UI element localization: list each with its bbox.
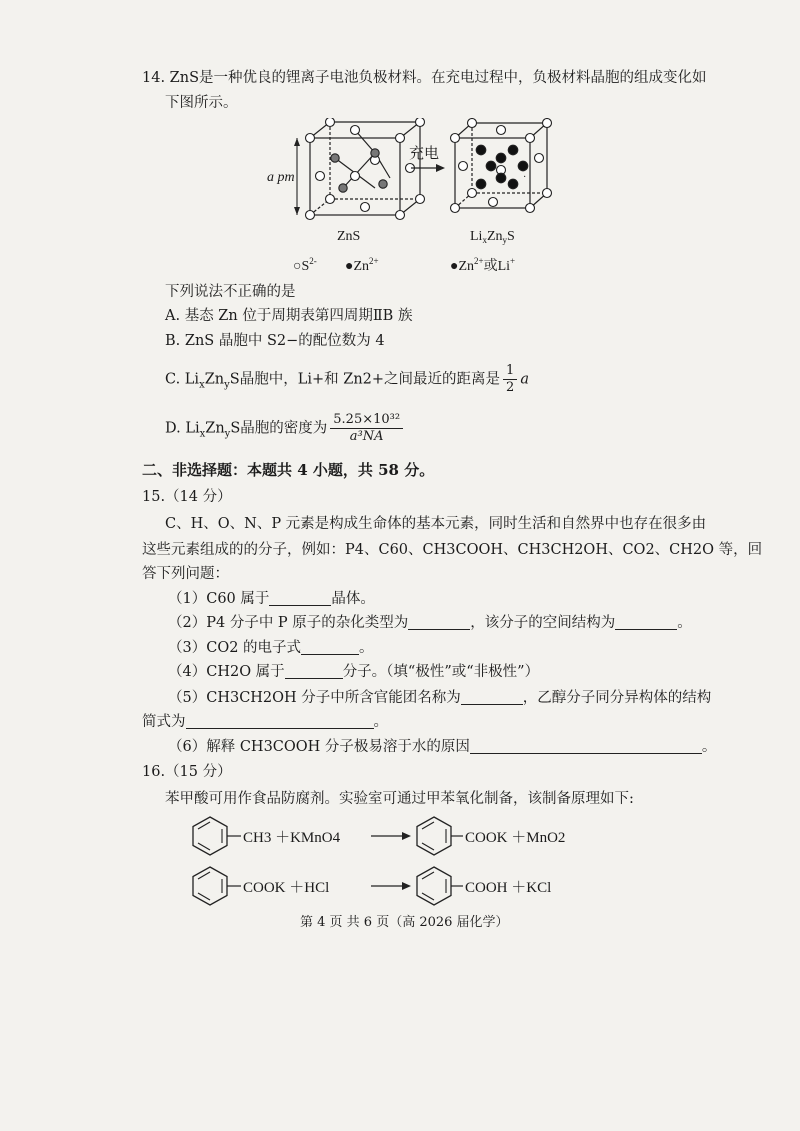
q15-part6: （6）解释 CH3COOH 分子极易溶于水的原因 。: [168, 739, 717, 755]
q14-stem-line1: 14. ZnS是一种优良的锂离子电池负极材料。在充电过程中，负极材料晶胞的组成变化如: [142, 70, 707, 86]
answer-blank[interactable]: [615, 615, 677, 630]
edge-label: a pm: [267, 170, 295, 185]
rxn2-reactants: COOK ＋HCl: [243, 880, 330, 896]
q16-number: 16.（15 分）: [142, 764, 232, 780]
q15-part1: （1）C60 属于 晶体。: [168, 591, 375, 607]
legend-sulfide: $○S^{2-}$: [293, 256, 317, 274]
answer-blank[interactable]: [470, 739, 702, 754]
legend-zinc: $●Zn^{2+}$: [345, 256, 379, 274]
answer-blank[interactable]: [186, 714, 374, 729]
option-c-label: C.: [165, 371, 181, 388]
answer-blank[interactable]: [285, 664, 343, 679]
q16-intro: 苯甲酸可用作食品防腐剂。实验室可通过甲苯氧化制备，该制备原理如下:: [165, 791, 634, 807]
q15-part3: （3）CO2 的电子式 。: [168, 640, 374, 656]
answer-blank[interactable]: [408, 615, 470, 630]
section2-heading: 二、非选择题：本题共 4 小题，共 58 分。: [142, 461, 435, 479]
q14-option-b: B. ZnS 晶胞中 S2−的配位数为 4: [165, 333, 385, 349]
benzene-ring-icon: [417, 817, 451, 855]
crystal-figure: [265, 118, 565, 278]
q15-intro-line1: C、H、O、N、P 元素是构成生命体的基本元素，同时生活和自然界中也存在很多由: [165, 516, 707, 532]
rxn1-reactants: CH3 ＋KMnO4: [243, 830, 341, 846]
option-d-label: D.: [165, 420, 181, 437]
q15-intro-line3: 答下列问题：: [142, 566, 229, 582]
q15-intro-line2: 这些元素组成的的分子，例如：P4、C60、CH3COOH、CH3CH2OH、CO2、CH2O 等，回: [142, 542, 763, 558]
option-d-fraction: $\frac{\text{5.25×10³²}}{\text{a³NA}}$: [330, 412, 403, 445]
q14-prompt: 下列说法不正确的是: [165, 284, 296, 300]
page-footer: 第 4 页 共 6 页（高 2026 届化学）: [300, 915, 509, 930]
q14-option-d: D. $Li_xZn_yS$晶胞的密度为 $\frac{\text{5.25×10³²}}{\text{a³NA}}$: [165, 412, 406, 445]
rxn1-products: COOK ＋MnO2: [465, 830, 566, 846]
q15-part5: （5）CH3CH2OH 分子中所含官能团名称为 ，乙醇分子同分异构体的结构: [168, 690, 712, 706]
q15-part2: （2）P4 分子中 P 原子的杂化类型为 ，该分子的空间结构为 。: [168, 615, 692, 631]
benzene-ring-icon: [417, 867, 451, 905]
option-c-fraction: $\frac{1}{2}$: [503, 363, 517, 396]
answer-blank[interactable]: [301, 640, 359, 655]
rxn2-products: COOH ＋KCl: [465, 880, 552, 896]
legend-zn-or-li: $●Zn^{2+}$或Li+: [450, 256, 516, 274]
lixznys-caption: $Li_xZn_yS$: [470, 229, 515, 245]
q14-option-a: A. 基态 Zn 位于周期表第四周期ⅡB 族: [165, 308, 413, 324]
option-c-text: 晶胞中，Li+和 Zn2+之间最近的距离是: [239, 371, 501, 388]
arrow-label: 充电: [409, 146, 440, 162]
benzene-ring-icon: [193, 867, 227, 905]
q15-part5-continued: 简式为 。: [142, 714, 388, 730]
answer-blank[interactable]: [269, 591, 331, 606]
reaction-scheme: [185, 815, 605, 907]
q14-option-c: C. $Li_xZn_yS$晶胞中，Li+和 Zn2+之间最近的距离是 $\frac{1}{2}$ a: [165, 363, 529, 395]
q15-part4: （4）CH2O 属于 分子。（填“极性”或“非极性”）: [168, 664, 540, 680]
q15-number: 15.（14 分）: [142, 489, 232, 505]
answer-blank[interactable]: [461, 690, 523, 705]
q14-stem-line2: 下图所示。: [165, 95, 238, 111]
option-d-text: 晶胞的密度为: [240, 420, 328, 437]
benzene-ring-icon: [193, 817, 227, 855]
zns-caption: ZnS: [337, 229, 361, 244]
svg-text:·: ·: [523, 172, 527, 183]
